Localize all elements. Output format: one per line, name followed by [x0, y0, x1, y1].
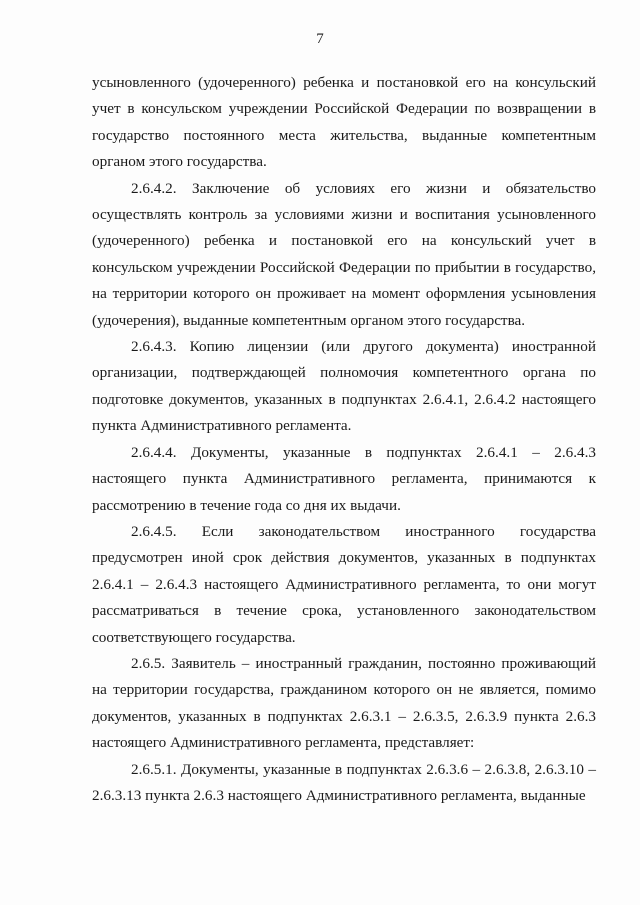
paragraph-2-6-4-4: 2.6.4.4. Документы, указанные в подпунктах 2.6.4.1 – 2.6.4.3 настоящего пункта Административного регламента, принимаются к рассмотрению в течение года со дня их выдачи. [92, 443, 596, 514]
paragraph-continuation: усыновленного (удочеренного) ребенка и постановкой его на консульский учет в консульском учреждении Российской Федерации по возвращении в государство постоянного места жительства, выданные компетентным органом этого государства. [92, 74, 596, 171]
paragraph-2-6-4-5: 2.6.4.5. Если законодательством иностранного государства предусмотрен иной срок действия документов, указанных в подпунктах 2.6.4.1 – 2.6.4.3 настоящего Административного регламента, то они могут рассматриваться в течение срока, установленного законодательством соответствующего государства. [92, 522, 596, 646]
paragraph-2-6-5-1: 2.6.5.1. Документы, указанные в подпунктах 2.6.3.6 – 2.6.3.8, 2.6.3.10 – 2.6.3.13 пункта 2.6.3 настоящего Административного регламента, выданные [92, 760, 596, 804]
document-body [92, 70, 596, 809]
paragraph-2-6-4-2: 2.6.4.2. Заключение об условиях его жизни и обязательство осуществлять контроль за условиями жизни и воспитания усыновленного (удочеренного) ребенка и постановкой его на консульский учет в консульском учреждении Российской Федерации по прибытии в государство, на территории которого он проживает на момент оформления усыновления (удочерения), выданные компетентным органом этого государства. [92, 179, 596, 329]
paragraph-2-6-4-3: 2.6.4.3. Копию лицензии (или другого документа) иностранной организации, подтверждающей полномочия компетентного органа по подготовке документов, указанных в подпунктах 2.6.4.1, 2.6.4.2 настоящего пункта Административного регламента. [92, 338, 596, 435]
page-number: 7 [316, 31, 324, 47]
paragraph-2-6-5: 2.6.5. Заявитель – иностранный гражданин, постоянно проживающий на территории государства, гражданином которого он не является, помимо документов, указанных в подпунктах 2.6.3.1 – 2.6.3.5, 2.6.3.9 пункта 2.6.3 настоящего Административного регламента, представляет: [92, 654, 596, 752]
